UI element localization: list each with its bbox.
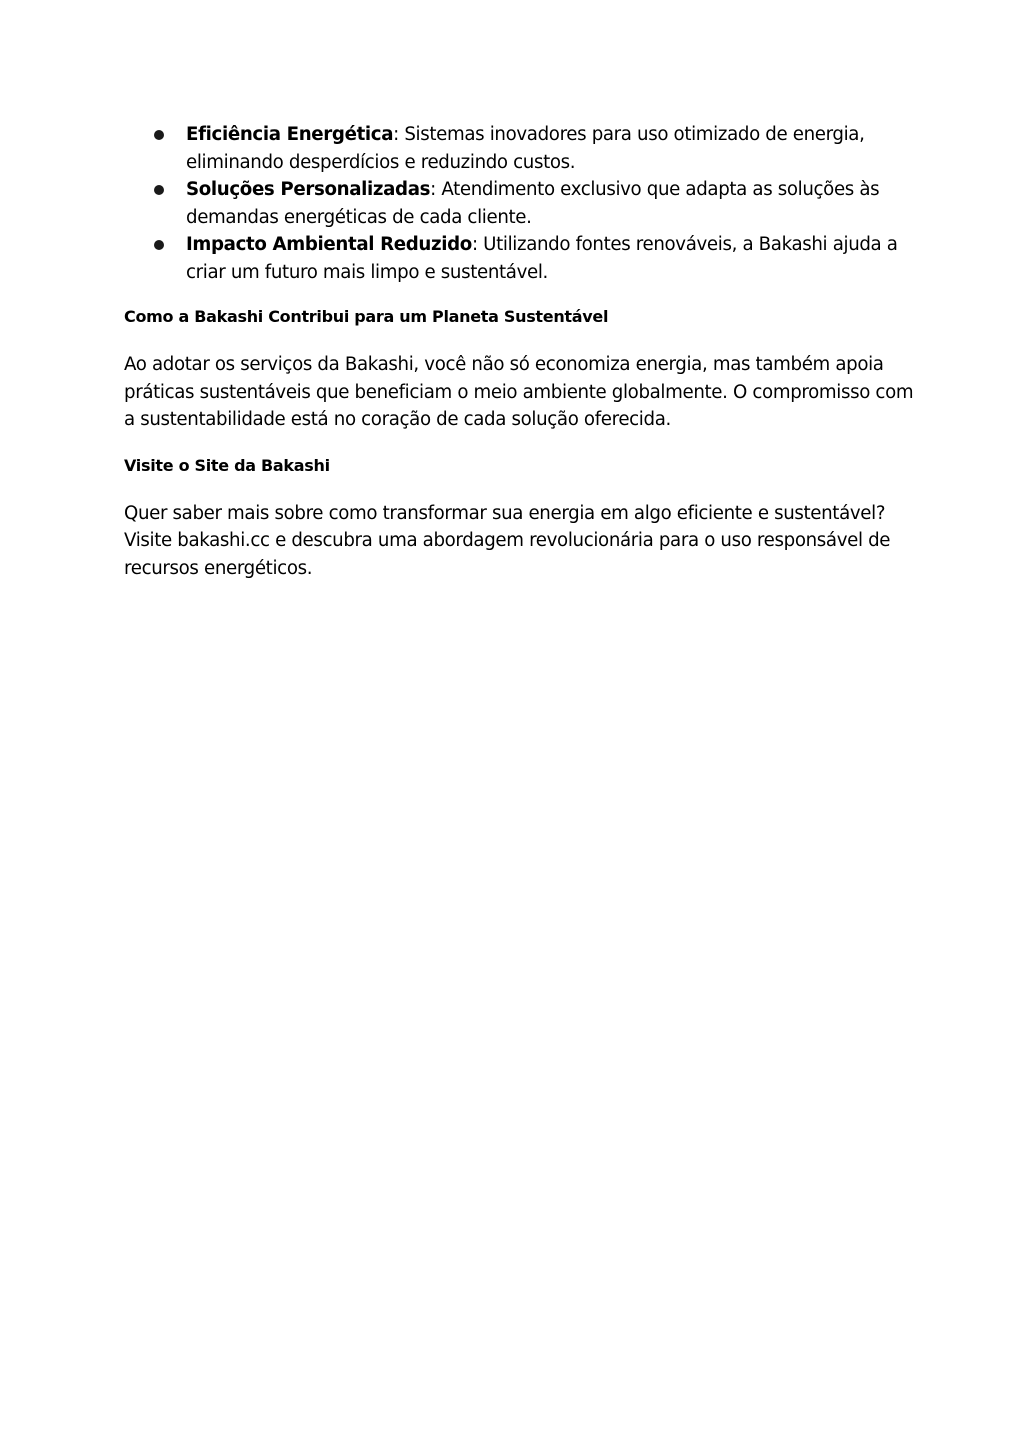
document-content	[124, 121, 914, 582]
features-list	[124, 121, 914, 286]
section-paragraph-contribution: Ao adotar os serviços da Bakashi, você não só economiza energia, mas também apoia práticas sustentáveis que beneficiam o meio ambiente globalmente. O compromisso com a sustentabilidade está no coração de cada solução oferecida.	[124, 354, 914, 430]
bullet-icon	[154, 185, 164, 195]
bullet-icon	[154, 130, 164, 140]
list-item	[124, 231, 914, 286]
feature-description: : Sistemas inovadores para uso otimizado de energia, eliminando desperdícios e reduzindo custos.	[186, 124, 865, 173]
list-item	[124, 176, 914, 231]
section-paragraph-visit-site: Quer saber mais sobre como transformar sua energia em algo eficiente e sustentável? Visite bakashi.cc e descubra uma abordagem revolucionária para o uso responsável de recursos energéticos.	[124, 502, 891, 579]
section-heading-visit-site: Visite o Site da Bakashi	[124, 455, 330, 475]
feature-description: : Atendimento exclusivo que adapta as soluções às demandas energéticas de cada cliente.	[186, 179, 880, 228]
feature-description: : Utilizando fontes renováveis, a Bakashi ajuda a criar um futuro mais limpo e sustentável.	[186, 234, 898, 283]
bullet-icon	[154, 240, 164, 250]
section-heading-contribution: Como a Bakashi Contribui para um Planeta Sustentável	[124, 307, 609, 326]
feature-title: Eficiência Energética	[186, 124, 394, 145]
list-item	[124, 121, 914, 176]
feature-title: Impacto Ambiental Reduzido	[186, 234, 472, 255]
feature-title: Soluções Personalizadas	[186, 179, 431, 200]
